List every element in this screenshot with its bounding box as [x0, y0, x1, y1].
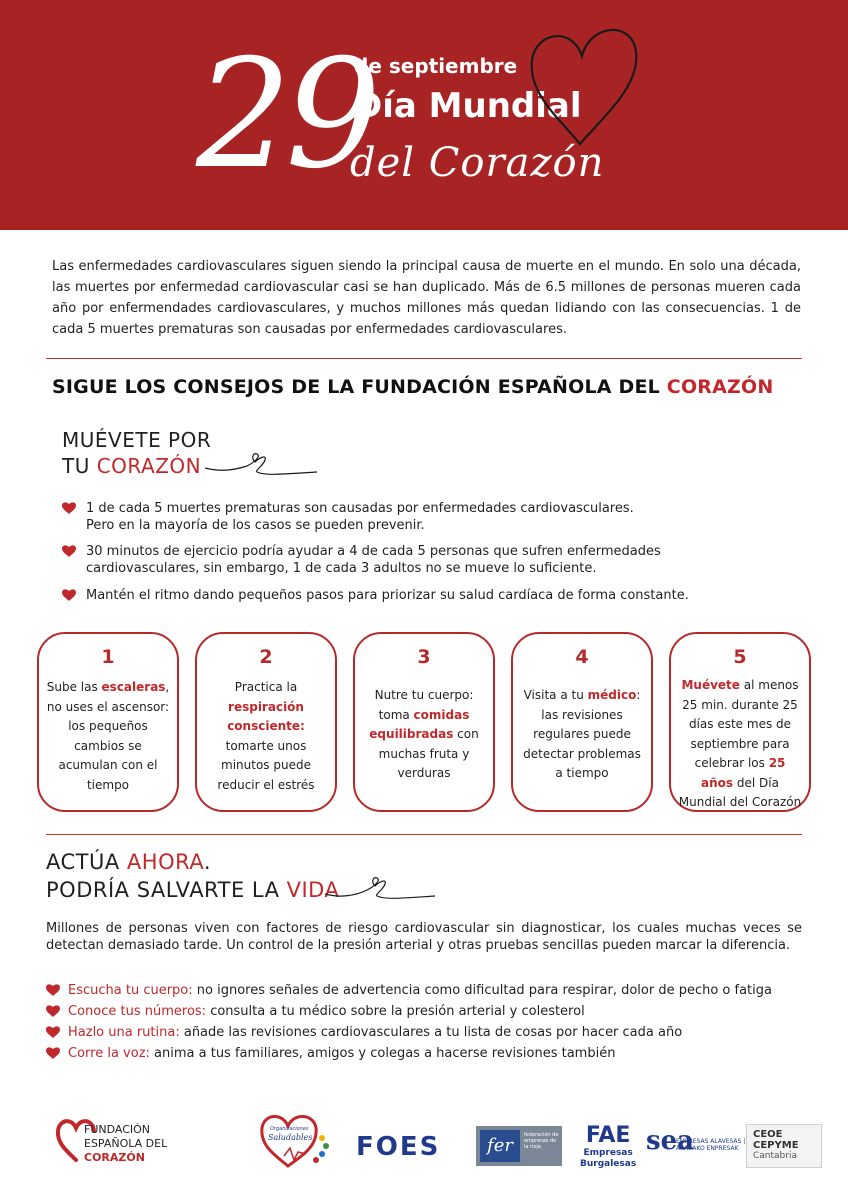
tip-text-part: , no uses el ascensor: los pequeños cambios se acumulan con el tiempo: [46, 680, 170, 792]
heart-bullet-icon: [46, 1025, 60, 1039]
tip-number: 4: [575, 646, 589, 668]
divider: [46, 834, 802, 835]
sea-logo-subtitle: EMPRESAS ALAVESAS | ARABAKO ENPRESAK: [676, 1138, 746, 1152]
tip-card-4: [511, 632, 653, 812]
act-item-lead: Conoce tus números:: [68, 1004, 207, 1019]
act-body-paragraph: Millones de personas viven con factores de riesgo cardiovascular sin diagnosticar, los cuales muchas veces se detectan demasiado tarde. Un control de la presión arterial y otras pruebas sencillas pueden marcar la diferencia.: [46, 921, 802, 953]
ceoe-logo-line: CEPYME: [753, 1140, 799, 1151]
tip-keyword: 25 años: [701, 756, 786, 790]
bullet-text: Mantén el ritmo dando pequeños pasos para priorizar su salud cardíaca de forma constante.: [86, 588, 689, 603]
bullet-text: 30 minutos de ejercicio podría ayudar a 4 de cada 5 personas que sufren enfermedades: [86, 544, 661, 559]
act-item-text: añade las revisiones cardiovasculares a tu lista de cosas por hacer cada año: [179, 1025, 683, 1040]
fae-logo-line: Empresas: [583, 1148, 633, 1158]
advice-section-title: [52, 376, 773, 398]
act-item-lead: Escucha tu cuerpo:: [68, 983, 193, 998]
orgs-logo-line1: Organizaciones: [270, 1126, 309, 1132]
tip-text: [513, 676, 651, 784]
ceoe-logo-line: Cantabria: [753, 1151, 797, 1161]
tip-number: 5: [733, 646, 747, 668]
act-title-line2: [46, 876, 339, 904]
fer-logo: [476, 1126, 562, 1166]
list-item: [46, 1001, 816, 1022]
tip-keyword: comidas equilibradas: [369, 707, 470, 741]
heart-squiggle-icon: [205, 450, 320, 478]
intro-paragraph: Las enfermedades cardiovasculares siguen siendo la principal causa de muerte en el mundo. En solo una década, las muertes por enfermedad cardiovascular casi se han duplicado. Más de 6.5 millones de personas mueren cada año por enfermendades cardiovasculares, y muchos millones más quedan lidiando con las consecuencias. 1 de cada 5 muertes prematuras son causadas por enfermedades cardiovasculares.: [52, 259, 801, 337]
tip-keyword: médico: [587, 688, 637, 702]
tip-number: 2: [259, 646, 273, 668]
tip-keyword: escaleras: [101, 680, 166, 694]
move-title-line2-text: TU: [62, 454, 97, 478]
list-item: [62, 587, 762, 604]
tip-keyword: respiración consciente:: [227, 699, 305, 733]
fer-logo-subtitle: federación de empresas de la rioja: [524, 1132, 559, 1150]
act-title-accent: AHORA: [126, 850, 204, 874]
tip-text: [671, 676, 809, 813]
heart-outline-icon: [520, 14, 650, 154]
tip-text-part: Nutre tu cuerpo: toma: [374, 688, 474, 722]
sea-logo-mark: sea: [646, 1126, 695, 1156]
heart-bullet-icon: [46, 1046, 60, 1060]
tip-text: [355, 676, 493, 784]
header-day-number: 29: [196, 28, 375, 202]
act-item-lead: Hazlo una rutina:: [68, 1025, 180, 1040]
heart-bullet-icon: [46, 1004, 60, 1018]
advice-title-text: SIGUE LOS CONSEJOS DE LA FUNDACIÓN ESPAÑOLA DEL: [52, 376, 667, 398]
fer-logo-mark: fer: [480, 1130, 520, 1162]
tip-text-part: con muchas fruta y verduras: [378, 727, 479, 780]
list-item: [46, 1043, 816, 1064]
act-section-title: [46, 848, 339, 904]
move-title-line1: MUÉVETE POR: [62, 428, 212, 452]
heart-bullet-icon: [62, 588, 76, 602]
tip-number: 1: [101, 646, 115, 668]
header-title: Día Mundial: [354, 86, 582, 126]
act-title-line1: [46, 848, 339, 876]
foes-logo: FOES: [356, 1132, 441, 1162]
tip-text-part: al menos 25 min. durante 25 días este mes de septiembre para celebrar los: [682, 678, 799, 770]
act-title-text: ACTÚA: [46, 850, 127, 874]
fec-logo-line: ESPAÑOLA DEL: [84, 1137, 168, 1150]
fec-logo-line: CORAZÓN: [84, 1151, 145, 1164]
tip-card-1: [37, 632, 179, 812]
tip-text-part: : las revisiones regulares puede detectar problemas a tiempo: [523, 688, 641, 780]
bullet-text: Pero en la mayoría de los casos se pueden prevenir.: [86, 518, 425, 533]
organizaciones-saludables-logo: [256, 1108, 336, 1172]
act-title-text: .: [203, 850, 212, 874]
heart-squiggle-icon: [325, 874, 437, 902]
fae-logo-mark: FAE: [585, 1123, 631, 1148]
tip-number: 3: [417, 646, 431, 668]
tip-text: [39, 676, 177, 795]
list-item: [62, 543, 762, 577]
list-item: [62, 500, 762, 534]
tip-card-2: [195, 632, 337, 812]
tip-text: [197, 676, 335, 795]
header-banner: [0, 0, 848, 230]
bullet-text: cardiovasculares, sin embargo, 1 de cada 3 adultos no se mueve lo suficiente.: [86, 561, 597, 576]
header-script-subtitle: del Corazón: [350, 140, 605, 186]
tip-text-part: Visita a tu: [523, 688, 588, 702]
tip-card-5: [669, 632, 811, 812]
fae-logo: [580, 1124, 636, 1170]
tip-text-part: del Día Mundial del Corazón: [678, 775, 802, 809]
orgs-logo-line2: Saludables: [268, 1133, 313, 1142]
act-item-lead: Corre la voz:: [68, 1046, 150, 1061]
tip-text-part: Practica la: [234, 680, 298, 694]
tip-text-part: Sube las: [46, 680, 102, 694]
act-item-text: anima a tus familiares, amigos y colegas a hacerse revisiones también: [149, 1046, 616, 1061]
move-title-line2: [62, 453, 211, 479]
move-title-line2-accent: CORAZÓN: [96, 454, 202, 478]
header-date: de septiembre: [354, 54, 518, 78]
heart-bullet-icon: [46, 983, 60, 997]
heart-bullet-icon: [62, 501, 76, 515]
divider: [46, 358, 802, 359]
heart-bullet-icon: [62, 544, 76, 558]
move-bullets-list: [62, 500, 762, 604]
act-title-text: PODRÍA SALVARTE LA: [46, 878, 287, 902]
tip-text-part: tomarte unos minutos puede reducir el estrés: [217, 738, 315, 792]
advice-title-accent: CORAZÓN: [666, 376, 774, 398]
fec-logo-line: FUNDACIÓN: [84, 1123, 151, 1136]
act-list: [46, 980, 816, 1064]
fae-logo-line: Burgalesas: [580, 1159, 637, 1169]
tip-keyword: Muévete: [681, 678, 740, 692]
act-item-text: no ignores señales de advertencia como dificultad para respirar, dolor de pecho o fatiga: [192, 983, 772, 998]
list-item: [46, 1022, 816, 1043]
tip-card-3: [353, 632, 495, 812]
act-title-accent: VIDA: [286, 878, 340, 902]
move-section-title: [62, 427, 211, 479]
ceoe-logo-line: CEOE: [753, 1129, 783, 1140]
list-item: [46, 980, 816, 1001]
ceoe-logo: [746, 1124, 822, 1168]
bullet-text: 1 de cada 5 muertes prematuras son causadas por enfermedades cardiovasculares.: [86, 501, 634, 516]
act-item-text: consulta a tu médico sobre la presión arterial y colesterol: [206, 1004, 585, 1019]
fec-logo-text: [84, 1123, 167, 1165]
